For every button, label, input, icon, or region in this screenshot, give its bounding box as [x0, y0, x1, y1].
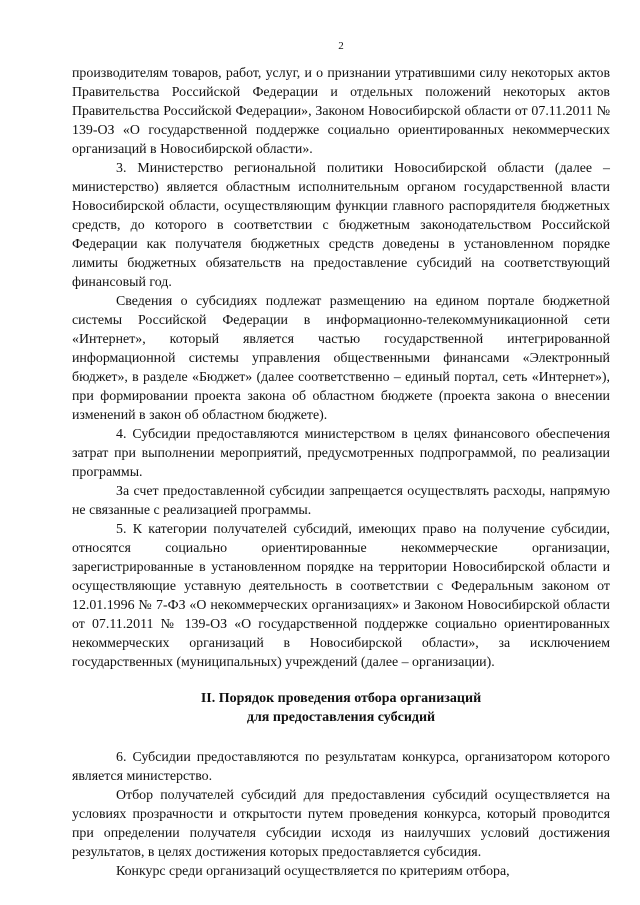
paragraph-6: 6. Субсидии предоставляются по результатам конкурса, организатором которого является министерство. — [72, 750, 610, 784]
document-body — [72, 64, 610, 881]
paragraph: За счет предоставленной субсидии запрещается осуществлять расходы, напрямую не связанные с реализацией программы. — [72, 484, 610, 518]
paragraph-3: 3. Министерство региональной политики Новосибирской области (далее – министерство) является областным исполнительным органом государственной власти Новосибирской области, осуществляющим функции главного распорядителя бюджетных средств, до которого в соответствии с бюджетным законодательством Российской Федерации как получателя бюджетных средств доведены в установленном порядке лимиты бюджетных обязательств на предоставление субсидий на соответствующий финансовый год. — [72, 161, 610, 290]
paragraph: производителям товаров, работ, услуг, и о признании утратившими силу некоторых актов Правительства Российской Федерации и отдельных положений некоторых актов Правительства Российской Федерации», Законом Новосибирской области от 07.11.2011 № 139-ОЗ «О государственной поддержке социально ориентированных некоммерческих организаций в Новосибирской области». — [72, 66, 610, 157]
paragraph-4: 4. Субсидии предоставляются министерством в целях финансового обеспечения затрат при выполнении мероприятий, предусмотренных подпрограммой, по реализации программы. — [72, 427, 610, 480]
page-number: 2 — [338, 40, 344, 52]
paragraph: Отбор получателей субсидий для предоставления субсидий осуществляется на условиях прозрачности и открытости путем проведения конкурса, который проводится при определении получателя субсидии исходя из наилучших условий достижения результатов, в целях достижения которых предоставляется субсидия. — [72, 788, 610, 860]
paragraph: Сведения о субсидиях подлежат размещению на едином портале бюджетной системы Российской Федерации в информационно-телекоммуникационной сети «Интернет», который является частью государственной интегрированной информационной системы управления общественными финансами «Электронный бюджет», в разделе «Бюджет» (далее соответственно – единый портал, сеть «Интернет»), при формировании проекта закона об областном бюджете (проекта закона о внесении изменений в закон об областном бюджете). — [72, 294, 610, 423]
section-heading-line-1: II. Порядок проведения отбора организаций — [200, 691, 482, 706]
section-heading-line-2: для предоставления субсидий — [246, 710, 436, 725]
section-heading — [72, 689, 610, 727]
paragraph: Конкурс среди организаций осуществляется по критериям отбора, — [116, 864, 510, 879]
paragraph-5: 5. К категории получателей субсидий, имеющих право на получение субсидии, относятся социально ориентированные некоммерческие организации, зарегистрированные в установленном порядке на территории Новосибирской области и осуществляющие уставную деятельность в соответствии с Федеральным законом от 12.01.1996 № 7-ФЗ «О некоммерческих организациях» и Законом Новосибирской области от 07.11.2011 № 139-ОЗ «О государственной поддержке социально ориентированных некоммерческих организаций в Новосибирской области», за исключением государственных (муниципальных) учреждений (далее – организации). — [72, 522, 610, 670]
